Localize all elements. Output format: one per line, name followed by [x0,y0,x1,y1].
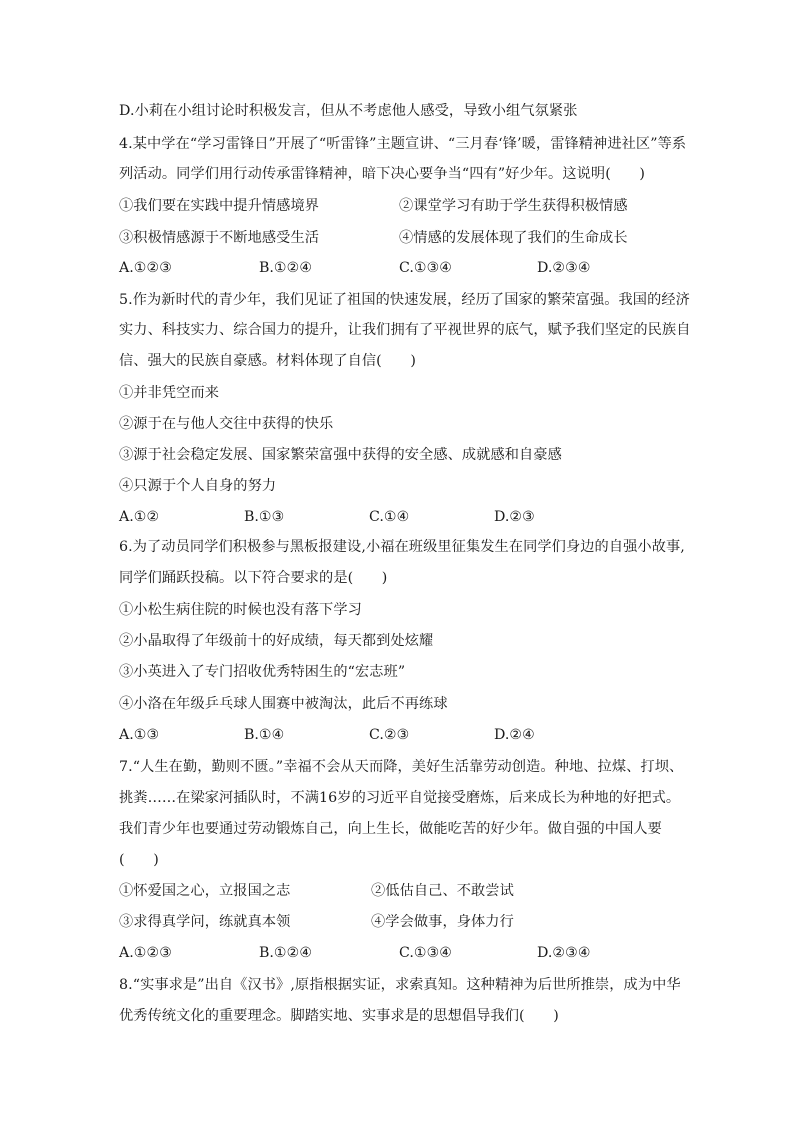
q4-stem-line2: 列活动。同学们用行动传承雷锋精神，暗下决心要争当“四有”好少年。这说明( ) [119,166,646,182]
q6-statement-3: ③小英进入了专门招收优秀特困生的“宏志班” [119,664,406,680]
q5-option-b: B.①③ [244,509,285,525]
q7-option-d: D.②③④ [537,945,591,961]
q7-statement-4: ④学会做事，身体力行 [371,914,514,930]
q6-statement-1: ①小松生病住院的时候也没有落下学习 [119,602,362,618]
q7-stem-line2: 挑粪……在梁家河插队时，不满16岁的习近平自觉接受磨炼，后来成长为种地的好把式。 [119,790,681,806]
q5-statement-2: ②源于在与他人交往中获得的快乐 [119,416,334,432]
q4-statement-4: ④情感的发展体现了我们的生命成长 [399,230,628,246]
q5-stem-line1: 5.作为新时代的青少年，我们见证了祖国的快速发展，经历了国家的繁荣富强。我国的经济 [119,292,690,308]
q6-statement-4: ④小洛在年级乒乓球人围赛中被淘汰，此后不再练球 [119,696,448,712]
q5-statement-1: ①并非凭空而来 [119,385,220,401]
q6-stem-line1: 6.为了动员同学们积极参与黑板报建设,小福在班级里征集发生在同学们身边的自强小故事, [119,539,685,555]
q7-statement-2: ②低估自己、不敢尝试 [371,883,514,899]
q4-statement-2: ②课堂学习有助于学生获得积极情感 [399,198,628,214]
q5-option-a: A.①② [119,509,160,525]
q4-option-c: C.①③④ [399,260,453,276]
q4-option-b: B.①②④ [259,260,313,276]
q4-option-a: A.①②③ [119,260,172,276]
q7-option-c: C.①③④ [399,945,453,961]
q6-stem-line2: 同学们踊跃投稿。以下符合要求的是( ) [119,570,388,586]
q4-option-d: D.②③④ [537,260,591,276]
q5-statement-4: ④只源于个人自身的努力 [119,478,277,494]
q8-stem-line1: 8.“实事求是”出自《汉书》,原指根据实证，求索真知。这种精神为后世所推崇，成为中华 [119,977,681,993]
q7-option-b: B.①②④ [259,945,313,961]
q6-option-b: B.①④ [244,727,285,743]
q8-stem-line2: 优秀传统文化的重要理念。脚踏实地、实事求是的思想倡导我们( ) [119,1008,559,1024]
q7-statement-1: ①怀爱国之心，立报国之志 [119,883,291,899]
q5-statement-3: ③源于社会稳定发展、国家繁荣富强中获得的安全感、成就感和自豪感 [119,447,562,463]
q5-stem-line3: 信、强大的民族自豪感。材料体现了自信( ) [119,353,417,369]
q6-option-c: C.②③ [369,727,410,743]
q6-option-a: A.①③ [119,727,160,743]
q7-statement-3: ③求得真学问，练就真本领 [119,914,291,930]
q3-option-d: D.小莉在小组讨论时积极发言，但从不考虑他人感受，导致小组气氛紧张 [119,103,578,119]
q5-stem-line2: 实力、科技实力、综合国力的提升，让我们拥有了平视世界的底气，赋予我们坚定的民族自 [119,322,691,338]
q4-stem-line1: 4.某中学在“学习雷锋日”开展了“听雷锋”主题宣讲、“三月春‘锋’暖，雷锋精神进社区”等系 [119,136,687,152]
q6-option-d: D.②④ [494,727,535,743]
q5-option-d: D.②③ [494,509,535,525]
q4-statement-1: ①我们要在实践中提升情感境界 [119,198,320,214]
q4-statement-3: ③积极情感源于不断地感受生活 [119,230,320,246]
q5-option-c: C.①④ [369,509,410,525]
q7-stem-line4: ( ) [119,852,159,868]
q7-stem-line3: 我们青少年也要通过劳动锻炼自己，向上生长，做能吃苦的好少年。做自强的中国人要 [119,821,662,837]
q7-option-a: A.①②③ [119,945,172,961]
q7-stem-line1: 7.“人生在勤，勤则不匮。”幸福不会从天而降，美好生活靠劳动创造。种地、拉煤、打坝、 [119,759,684,775]
q6-statement-2: ②小晶取得了年级前十的好成绩，每天都到处炫耀 [119,633,434,649]
